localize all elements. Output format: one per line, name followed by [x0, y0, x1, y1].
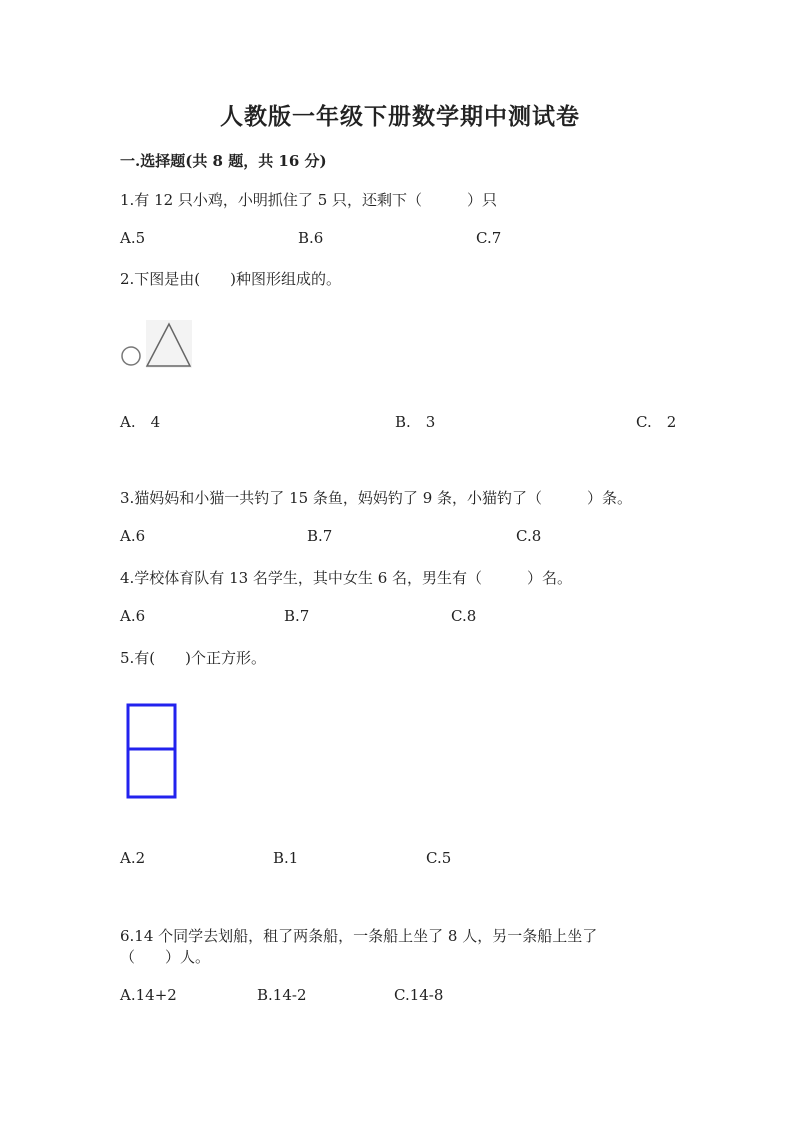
question-6-text-line-1: 6.14 个同学去划船，租了两条船，一条船上坐了 8 人，另一条船上坐了	[120, 927, 598, 945]
question-2-option-c[interactable]: C. 2	[636, 413, 677, 431]
question-3-option-b[interactable]: B.7	[307, 527, 333, 545]
section-heading: 一.选择题(共 8 题，共 16 分)	[120, 152, 327, 170]
question-4-option-c[interactable]: C.8	[451, 607, 477, 625]
question-6-option-c[interactable]: C.14-8	[394, 986, 444, 1004]
question-1-option-a[interactable]: A.5	[120, 229, 146, 247]
question-6-text-line-2: （ ）人。	[120, 948, 211, 966]
question-5-option-b[interactable]: B.1	[273, 849, 299, 867]
question-1-option-b[interactable]: B.6	[298, 229, 324, 247]
squares-figure	[124, 701, 180, 801]
question-4-option-b[interactable]: B.7	[284, 607, 310, 625]
question-4-text: 4.学校体育队有 13 名学生，其中女生 6 名，男生有（ ）名。	[120, 569, 573, 587]
page-title: 人教版一年级下册数学期中测试卷	[220, 103, 580, 130]
question-6-option-a[interactable]: A.14+2	[120, 986, 177, 1004]
question-1-text: 1.有 12 只小鸡，小明抓住了 5 只，还剩下（ ）只	[120, 191, 498, 209]
question-2-option-a[interactable]: A. 4	[120, 413, 161, 431]
circle-shape	[122, 347, 140, 365]
question-2-text: 2.下图是由( )种图形组成的。	[120, 270, 342, 288]
question-4-option-a[interactable]: A.6	[120, 607, 146, 625]
question-5-text: 5.有( )个正方形。	[120, 649, 267, 667]
question-6-option-b[interactable]: B.14-2	[257, 986, 307, 1004]
question-3-option-a[interactable]: A.6	[120, 527, 146, 545]
question-3-option-c[interactable]: C.8	[516, 527, 542, 545]
squares-outline	[128, 705, 175, 797]
question-5-option-c[interactable]: C.5	[426, 849, 452, 867]
question-5-option-a[interactable]: A.2	[120, 849, 146, 867]
question-1-option-c[interactable]: C.7	[476, 229, 502, 247]
shapes-figure	[118, 320, 194, 370]
question-3-text: 3.猫妈妈和小猫一共钓了 15 条鱼，妈妈钓了 9 条，小猫钓了（ ）条。	[120, 489, 633, 507]
figure-background	[146, 320, 192, 368]
question-2-option-b[interactable]: B. 3	[395, 413, 436, 431]
